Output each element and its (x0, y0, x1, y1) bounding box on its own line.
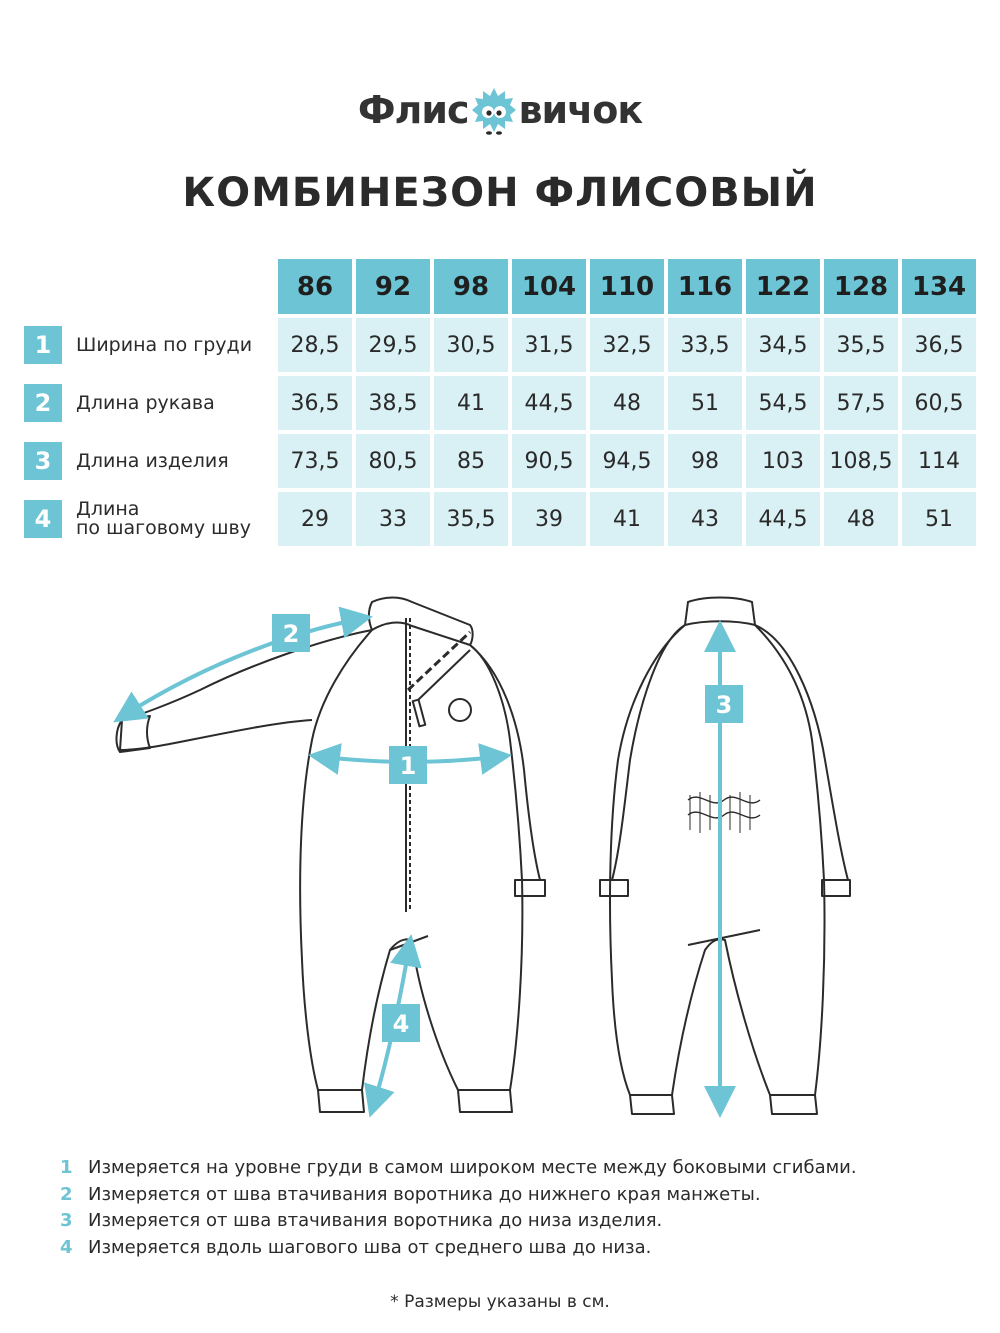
table-cell: 44,5 (746, 492, 820, 546)
note-item (60, 1208, 857, 1235)
diagram-marker-3 (705, 685, 743, 723)
table-cell: 34,5 (746, 318, 820, 372)
row-number-badge: 1 (24, 326, 62, 364)
note-number: 2 (60, 1183, 73, 1205)
table-cell: 39 (512, 492, 586, 546)
size-header: 116 (668, 259, 742, 314)
back-right-sleeve (755, 625, 848, 880)
table-cell: 35,5 (434, 492, 508, 546)
back-left-cuff (600, 880, 628, 896)
table-cell: 32,5 (590, 318, 664, 372)
table-row (24, 376, 976, 430)
note-text: Измеряется на уровне груди в самом широком месте между боковыми сгибами. (88, 1157, 857, 1178)
diagram-marker-1 (389, 746, 427, 784)
table-cell: 108,5 (824, 434, 898, 488)
table-corner (24, 259, 274, 314)
brand-word-left: Флис (357, 88, 469, 132)
front-collar (369, 598, 473, 646)
table-cell: 29,5 (356, 318, 430, 372)
row-label-text: Ширина по груди (76, 333, 253, 356)
table-cell: 28,5 (278, 318, 352, 372)
table-cell: 51 (668, 376, 742, 430)
note-number: 1 (60, 1157, 73, 1178)
note-number: 3 (60, 1210, 73, 1231)
arrow-sleeve-length (120, 618, 365, 718)
size-header: 86 (278, 259, 352, 314)
note-text: Измеряется от шва втачивания воротника до низа изделия. (88, 1210, 663, 1231)
note-text: Измеряется вдоль шагового шва от среднего шва до низа. (88, 1236, 652, 1258)
front-left-leg-cuff (318, 1090, 364, 1112)
svg-text:1: 1 (399, 752, 417, 780)
back-crotch-seam (688, 930, 760, 945)
row-number-badge: 3 (24, 442, 62, 480)
table-cell: 51 (902, 492, 976, 546)
back-collar (685, 598, 755, 626)
row-label-text: Длина рукава (76, 391, 215, 414)
front-right-sleeve (470, 645, 540, 880)
fluffy-blue-mascot-icon (471, 84, 517, 136)
size-header: 104 (512, 259, 586, 314)
back-left-leg-cuff (630, 1095, 674, 1114)
front-placket (408, 632, 470, 690)
table-cell: 85 (434, 434, 508, 488)
table-cell: 48 (590, 376, 664, 430)
row-number-badge: 2 (24, 384, 62, 422)
table-cell: 31,5 (512, 318, 586, 372)
row-label-text: Длина по шаговому шву (76, 498, 251, 539)
back-elastic-gather (688, 797, 760, 803)
row-label (24, 376, 274, 430)
note-item (60, 1235, 857, 1262)
back-right-leg-cuff (770, 1095, 817, 1114)
table-cell: 35,5 (824, 318, 898, 372)
note-item (60, 1155, 857, 1182)
table-cell: 94,5 (590, 434, 664, 488)
size-header: 92 (356, 259, 430, 314)
size-header: 122 (746, 259, 820, 314)
table-row (24, 434, 976, 488)
size-header: 134 (902, 259, 976, 314)
table-cell: 73,5 (278, 434, 352, 488)
table-cell: 44,5 (512, 376, 586, 430)
front-right-leg-cuff (458, 1090, 512, 1112)
measurement-notes (60, 1155, 857, 1261)
note-item (60, 1182, 857, 1209)
note-text: Измеряется от шва втачивания воротника до нижнего края манжеты. (88, 1183, 761, 1205)
table-cell: 41 (434, 376, 508, 430)
table-cell: 38,5 (356, 376, 430, 430)
table-cell: 54,5 (746, 376, 820, 430)
back-left-sleeve (612, 625, 685, 880)
front-view-drawing (116, 598, 545, 1113)
back-view-drawing (600, 598, 850, 1115)
table-cell: 114 (902, 434, 976, 488)
table-cell: 33 (356, 492, 430, 546)
svg-text:4: 4 (392, 1010, 410, 1038)
svg-text:3: 3 (715, 691, 733, 719)
row-label (24, 434, 274, 488)
front-sleeve (120, 630, 372, 750)
row-label (24, 318, 274, 372)
garment-diagram (0, 585, 1000, 1130)
table-cell: 33,5 (668, 318, 742, 372)
svg-text:2: 2 (282, 620, 300, 648)
front-patch-circle (449, 699, 471, 721)
table-row (24, 318, 976, 372)
table-cell: 80,5 (356, 434, 430, 488)
table-cell: 36,5 (902, 318, 976, 372)
row-number-badge: 4 (24, 500, 62, 538)
table-row (24, 492, 976, 546)
brand-logo (0, 80, 1000, 140)
size-table (20, 255, 980, 550)
front-right-cuff (515, 880, 545, 896)
table-cell: 90,5 (512, 434, 586, 488)
row-label-text: Длина изделия (76, 449, 229, 472)
row-label (24, 492, 274, 546)
table-cell: 29 (278, 492, 352, 546)
back-right-cuff (822, 880, 850, 896)
size-header: 128 (824, 259, 898, 314)
size-header: 98 (434, 259, 508, 314)
table-cell: 43 (668, 492, 742, 546)
table-cell: 60,5 (902, 376, 976, 430)
table-cell: 41 (590, 492, 664, 546)
diagram-marker-4 (382, 1004, 420, 1042)
note-number: 4 (60, 1236, 73, 1258)
page-title: КОМБИНЕЗОН ФЛИСОВЫЙ (182, 170, 818, 216)
table-cell: 103 (746, 434, 820, 488)
size-header: 110 (590, 259, 664, 314)
table-cell: 36,5 (278, 376, 352, 430)
size-header-row (24, 259, 976, 314)
brand-word-right: вичок (518, 88, 643, 132)
diagram-marker-2 (272, 614, 310, 652)
footnote: * Размеры указаны в см. (390, 1292, 610, 1312)
table-cell: 30,5 (434, 318, 508, 372)
table-cell: 48 (824, 492, 898, 546)
table-cell: 98 (668, 434, 742, 488)
table-cell: 57,5 (824, 376, 898, 430)
